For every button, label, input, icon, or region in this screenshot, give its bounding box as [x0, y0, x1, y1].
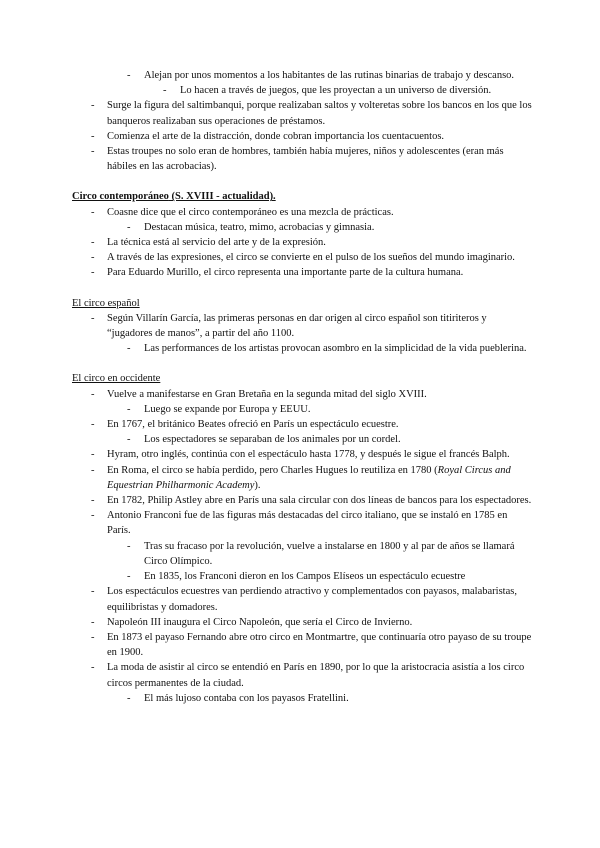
list-item: [72, 311, 532, 341]
spacer: [72, 174, 532, 189]
bullet-dash: -: [91, 388, 95, 400]
bullet-dash: -: [91, 631, 95, 643]
bullet-dash: -: [91, 616, 95, 628]
bullet-dash: -: [127, 540, 131, 552]
bullet-dash: -: [91, 586, 95, 598]
list-item: [72, 129, 532, 144]
list-item: [72, 402, 532, 417]
list-item-text: Coasne dice que el circo contemporáneo es una mezcla de prácticas.: [107, 206, 394, 218]
bullet-dash: -: [91, 146, 95, 158]
list-item: [72, 584, 532, 614]
list-item: [72, 250, 532, 265]
list-item: [72, 220, 532, 235]
list-item-text: Vuelve a manifestarse en Gran Bretaña en la segunda mitad del siglo XVIII.: [107, 388, 427, 400]
list-item: [72, 447, 532, 462]
list-item-text: Destacan música, teatro, mimo, acrobacias y gimnasia.: [144, 221, 375, 233]
bullet-dash: -: [127, 403, 131, 415]
list-item-text: Napoleón III inaugura el Circo Napoleón, que sería el Circo de Invierno.: [107, 616, 413, 628]
list-item-text: En 1782, Philip Astley abre en París una sala circular con dos líneas de bancos para los espectadores.: [107, 495, 532, 507]
list-item-text: Lo hacen a través de juegos, que les proyectan a un universo de diversión.: [180, 85, 492, 97]
list-item: [72, 205, 532, 220]
list-item-text: Alejan por unos momentos a los habitantes de las rutinas binarias de trabajo y descanso.: [144, 70, 515, 81]
heading-bold-text: Circo contemporáneo: [72, 191, 169, 203]
bullet-dash: -: [91, 252, 95, 264]
list-item-text: La moda de asistir al circo se entendió en París en 1890, por lo que la aristocracia asistía a los circo circos permanentes de la ciudad.: [107, 662, 525, 689]
list-item-text: Hyram, otro inglés, continúa con el espectáculo hasta 1778, y después le sigue el francés Balph.: [107, 449, 510, 461]
list-item-text: En 1835, los Franconi dieron en los Campos Elíseos un espectáculo ecuestre: [144, 571, 466, 583]
list-item-text: Estas troupes no solo eran de hombres, también había mujeres, niños y adolescentes (eran más hábiles en las acrobacias).: [107, 146, 504, 173]
list-item: [72, 417, 532, 432]
bullet-dash: -: [91, 237, 95, 249]
list-item: [72, 539, 532, 569]
list-item: [72, 144, 532, 174]
bullet-dash: -: [91, 662, 95, 674]
list-item-text: En 1767, el británico Beates ofreció en París un espectáculo ecuestre.: [107, 419, 399, 431]
list-item-text: La técnica está al servicio del arte y de la expresión.: [107, 237, 326, 249]
list-item: [72, 83, 532, 98]
list-item: [72, 265, 532, 280]
bullet-dash: -: [91, 510, 95, 522]
spacer: [72, 356, 532, 371]
list-item-text: [107, 465, 511, 491]
list-item: [72, 508, 532, 538]
list-item: [72, 630, 532, 660]
bullet-dash: -: [91, 130, 95, 142]
bullet-dash: -: [91, 495, 95, 507]
bullet-dash: -: [91, 206, 95, 218]
list-item: [72, 432, 532, 447]
bullet-dash: -: [91, 449, 95, 461]
heading-bold-suffix: (S. XVIII - actualidad).: [168, 191, 276, 203]
list-item-text-end: ).: [254, 479, 261, 491]
list-item-text: Los espectadores se separaban de los animales por un cordel.: [144, 434, 401, 446]
section-heading-occidente: El circo en occidente: [72, 373, 161, 385]
bullet-dash: -: [127, 70, 131, 81]
list-item-text: Luego se expande por Europa y EEUU.: [144, 403, 311, 415]
list-item: [72, 691, 532, 706]
list-item: [72, 463, 532, 493]
bullet-dash: -: [163, 85, 167, 97]
bullet-dash: -: [91, 100, 95, 112]
bullet-dash: -: [91, 419, 95, 431]
list-item: [72, 341, 532, 356]
list-item-text: Tras su fracaso por la revolución, vuelve a instalarse en 1800 y al par de años se llamará Circo Olímpico.: [144, 540, 515, 567]
bullet-dash: -: [91, 312, 95, 324]
bullet-dash: -: [127, 343, 131, 355]
list-item: [72, 493, 532, 508]
list-item: [72, 615, 532, 630]
bullet-dash: -: [91, 267, 95, 279]
list-item-text: Surge la figura del saltimbanqui, porque realizaban saltos y volteretas sobre los bancos en los que los banqueros realizaban sus operaciones de préstamos.: [107, 100, 532, 127]
bullet-dash: -: [127, 434, 131, 446]
list-item-text: Los espectáculos ecuestres van perdiendo atractivo y complementados con payasos, malabaristas, equilibristas y domadores.: [107, 586, 517, 613]
bullet-dash: -: [127, 692, 131, 704]
bullet-dash: -: [127, 571, 131, 583]
list-item: [72, 387, 532, 402]
section-heading-contemporaneo: [72, 189, 532, 204]
list-item-text: Las performances de los artistas provocan asombro en la simplicidad de la vida pueblerina.: [144, 343, 527, 355]
list-item-text: A través de las expresiones, el circo se convierte en el pulso de los sueños del mundo imaginario.: [107, 252, 515, 264]
list-item: [72, 98, 532, 128]
section-heading-espanol: El circo español: [72, 297, 140, 309]
list-item: [72, 235, 532, 250]
bullet-dash: -: [91, 464, 95, 476]
bullet-dash: -: [127, 221, 131, 233]
list-item-text: El más lujoso contaba con los payasos Fratellini.: [144, 692, 349, 704]
list-item-text: En 1873 el payaso Fernando abre otro circo en Montmartre, que continuaría otro payaso de su troupe en 1900.: [107, 631, 532, 659]
list-item: [72, 68, 532, 83]
list-item-text: Comienza el arte de la distracción, donde cobran importancia los cuentacuentos.: [107, 130, 445, 142]
list-item: [72, 660, 532, 690]
list-item-text: Según Villarín García, las primeras personas en dar origen al circo español son titiriteros y “jugadores de manos”, a partir del año 1100.: [107, 312, 487, 340]
spacer: [72, 281, 532, 296]
list-item: [72, 569, 532, 584]
list-item-text-start: En Roma, el circo se había perdido, pero Charles Hugues lo reutiliza en 1780 (: [107, 464, 438, 476]
list-item-text-italic: Royal Circus and Equestrian Philharmonic Academy: [107, 464, 511, 491]
document-body: [72, 68, 532, 706]
list-item-text: Para Eduardo Murillo, el circo representa una importante parte de la cultura humana.: [107, 267, 464, 279]
list-item-text: Antonio Franconi fue de las figuras más destacadas del circo italiano, que se instaló en 1785 en París.: [107, 510, 508, 537]
